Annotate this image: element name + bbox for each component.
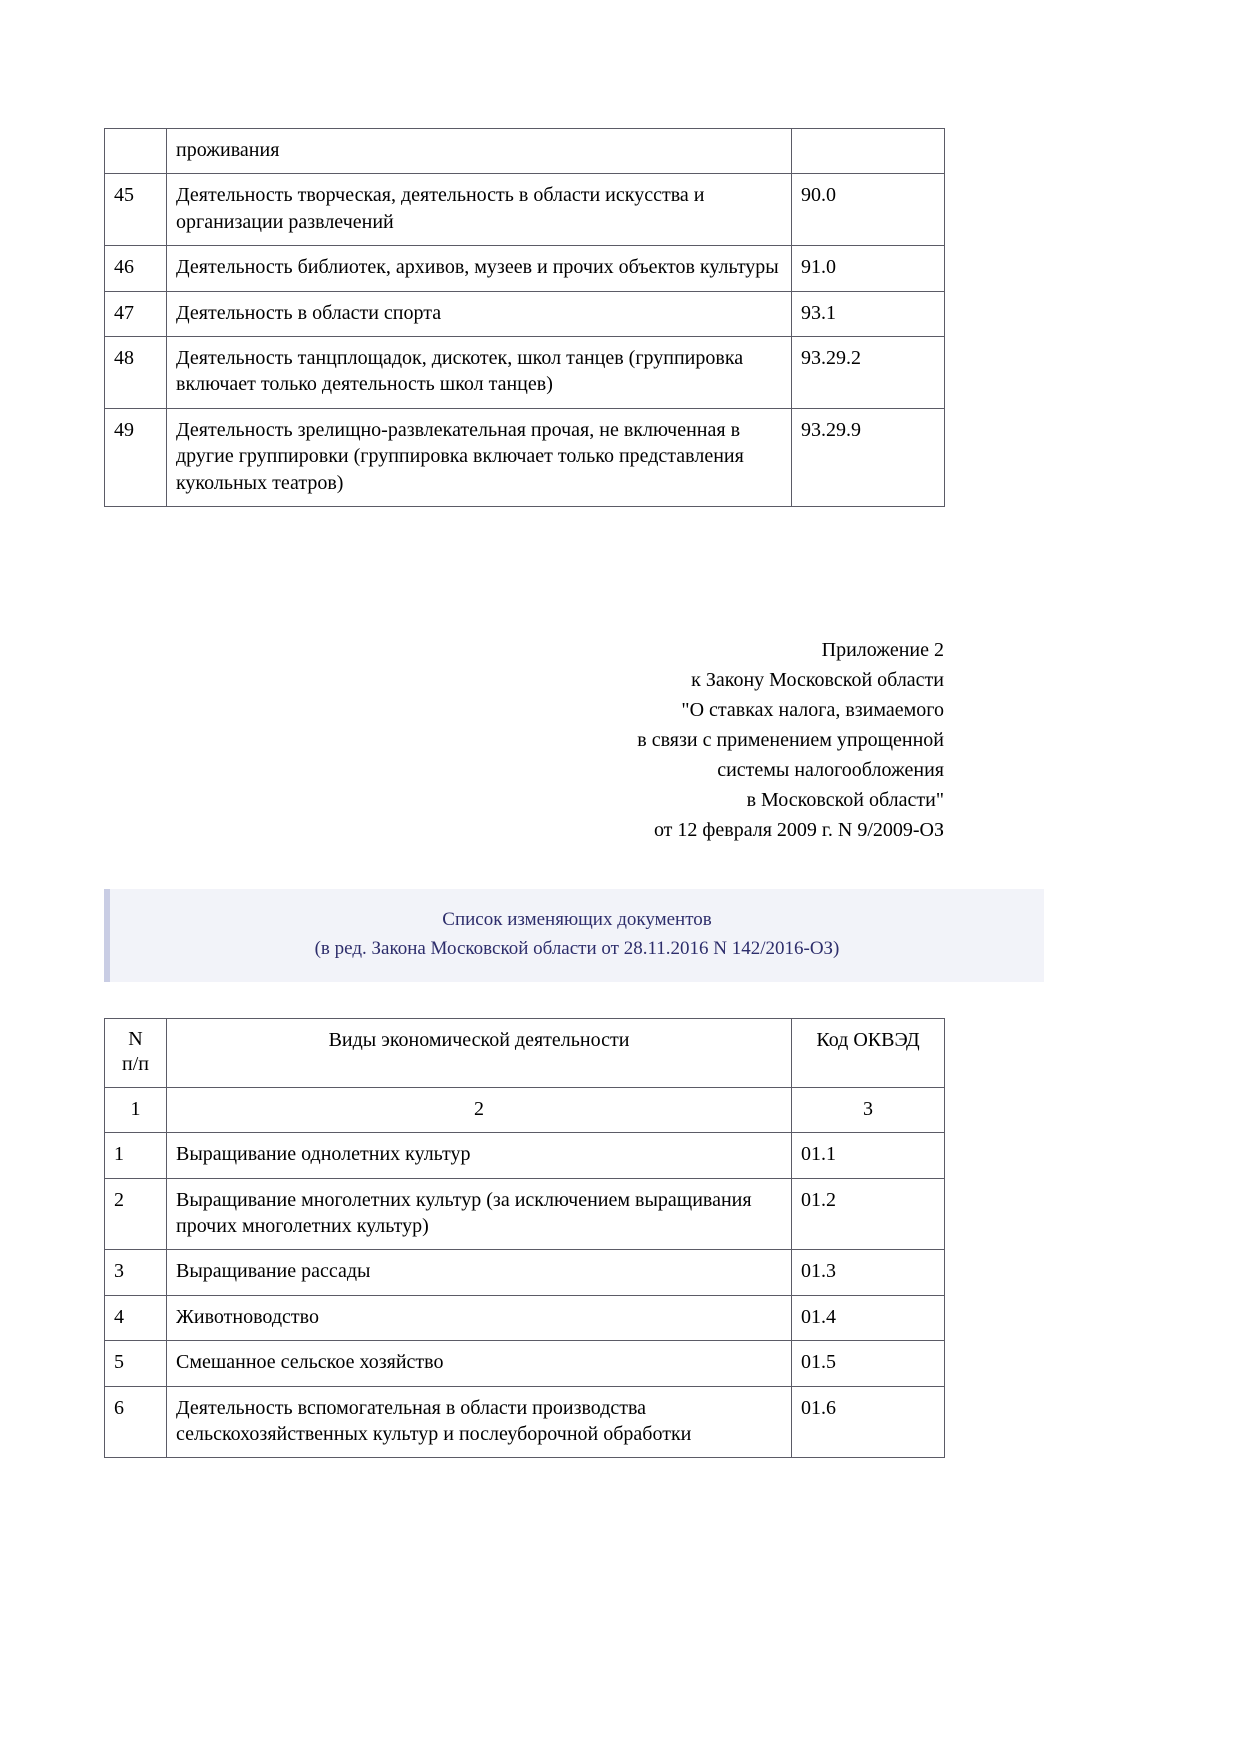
appendix-line-4: в связи с применением упрощенной xyxy=(637,728,944,751)
row-name-cell: Выращивание однолетних культур xyxy=(167,1133,792,1178)
row-name-cell: Выращивание многолетних культур (за исключением выращивания прочих многолетних культур) xyxy=(167,1178,792,1250)
row-name-cell: Смешанное сельское хозяйство xyxy=(167,1341,792,1386)
row-name-cell: Деятельность зрелищно-развлекательная прочая, не включенная в другие группировки (группировка включает только представления кукольных театров) xyxy=(167,408,792,506)
changing-documents-banner xyxy=(104,889,1044,982)
row-name-cell: Деятельность вспомогательная в области производства сельскохозяйственных культур и послеуборочной обработки xyxy=(167,1386,792,1458)
row-number-cell: 1 xyxy=(105,1133,167,1178)
table-row xyxy=(105,1295,945,1340)
economic-activities-table xyxy=(104,1018,945,1459)
table-header-row xyxy=(105,1018,945,1087)
row-code-cell xyxy=(792,129,945,174)
column-index-1: 1 xyxy=(105,1087,167,1132)
row-number-cell: 47 xyxy=(105,291,167,336)
table-row xyxy=(105,336,945,408)
column-header-number-line2: п/п xyxy=(122,1052,149,1075)
appendix-line-1: Приложение 2 xyxy=(821,638,944,661)
row-number-cell: 48 xyxy=(105,336,167,408)
row-name-cell: Деятельность в области спорта xyxy=(167,291,792,336)
row-number-cell xyxy=(105,129,167,174)
row-code-cell: 91.0 xyxy=(792,246,945,291)
row-code-cell: 93.29.2 xyxy=(792,336,945,408)
row-name-cell: Деятельность танцплощадок, дискотек, школ танцев (группировка включает только деятельность школ танцев) xyxy=(167,336,792,408)
row-code-cell: 01.1 xyxy=(792,1133,945,1178)
row-number-cell: 5 xyxy=(105,1341,167,1386)
appendix-heading xyxy=(104,635,944,845)
row-number-cell: 4 xyxy=(105,1295,167,1340)
row-code-cell: 01.5 xyxy=(792,1341,945,1386)
row-code-cell: 01.3 xyxy=(792,1250,945,1295)
row-name-cell: Выращивание рассады xyxy=(167,1250,792,1295)
row-name-cell: Деятельность библиотек, архивов, музеев и прочих объектов культуры xyxy=(167,246,792,291)
column-header-activity: Виды экономической деятельности xyxy=(167,1018,792,1087)
table-row xyxy=(105,1133,945,1178)
continued-activities-table xyxy=(104,128,945,507)
table-row xyxy=(105,1250,945,1295)
column-header-number xyxy=(105,1018,167,1087)
appendix-line-2: к Закону Московской области xyxy=(691,668,944,691)
table-row xyxy=(105,129,945,174)
appendix-line-7: от 12 февраля 2009 г. N 9/2009-ОЗ xyxy=(653,818,944,841)
row-number-cell: 45 xyxy=(105,174,167,246)
column-header-code: Код ОКВЭД xyxy=(792,1018,945,1087)
row-name-cell: Деятельность творческая, деятельность в области искусства и организации развлечений xyxy=(167,174,792,246)
changing-documents-revision: (в ред. Закона Московской области от 28.11.2016 N 142/2016-ОЗ) xyxy=(314,938,840,960)
row-number-cell: 6 xyxy=(105,1386,167,1458)
row-code-cell: 01.6 xyxy=(792,1386,945,1458)
row-number-cell: 49 xyxy=(105,408,167,506)
row-name-cell: проживания xyxy=(167,129,792,174)
table-row xyxy=(105,174,945,246)
table-row xyxy=(105,291,945,336)
table-row xyxy=(105,408,945,506)
row-number-cell: 3 xyxy=(105,1250,167,1295)
row-code-cell: 01.2 xyxy=(792,1178,945,1250)
row-code-cell: 01.4 xyxy=(792,1295,945,1340)
column-index-2: 2 xyxy=(167,1087,792,1132)
table-row xyxy=(105,1341,945,1386)
row-name-cell: Животноводство xyxy=(167,1295,792,1340)
column-header-number-line1: N xyxy=(128,1027,143,1050)
row-code-cell: 90.0 xyxy=(792,174,945,246)
row-number-cell: 46 xyxy=(105,246,167,291)
table-row xyxy=(105,246,945,291)
appendix-line-5: системы налогообложения xyxy=(717,758,944,781)
changing-documents-title: Список изменяющих документов xyxy=(442,908,712,930)
layout-spacer xyxy=(104,982,1136,1018)
row-code-cell: 93.29.9 xyxy=(792,408,945,506)
appendix-line-3: "О ставках налога, взимаемого xyxy=(681,698,944,721)
table-row xyxy=(105,1386,945,1458)
row-number-cell: 2 xyxy=(105,1178,167,1250)
column-index-3: 3 xyxy=(792,1087,945,1132)
column-index-row xyxy=(105,1087,945,1132)
table-row xyxy=(105,1178,945,1250)
row-code-cell: 93.1 xyxy=(792,291,945,336)
appendix-line-6: в Московской области" xyxy=(746,788,944,811)
